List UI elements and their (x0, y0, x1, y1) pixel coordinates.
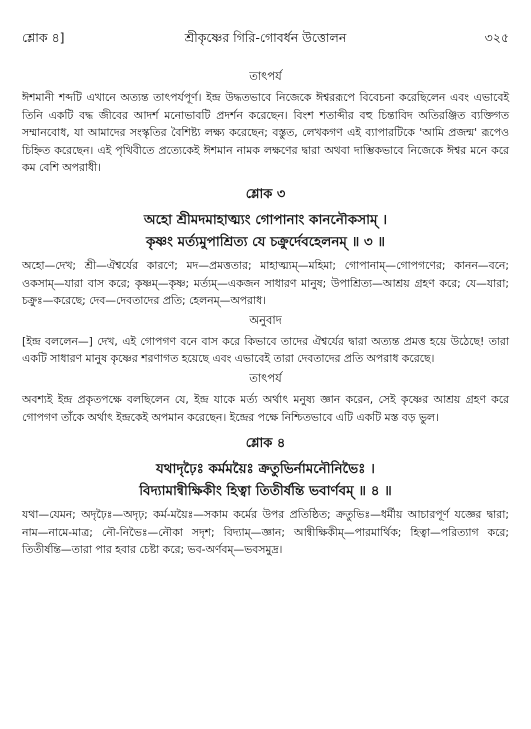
verse-4-line-2: বিদ্যামান্বীক্ষিকীং হিত্বা তিতীর্ষন্তি ভবার্ণবম্ ॥ ৪ ॥ (139, 483, 392, 500)
verse-3-heading: শ্লোক ৩ (245, 186, 286, 202)
verse-3-line-1: অহো শ্রীমদমাহাত্ম্যং গোপানাং কাননৌকসাম্ । (143, 211, 388, 228)
verse-3-translation: [ইন্দ্র বললেন—] দেখ, এই গোপগণ বনে বাস করে কিভাবে তাদের ঐশ্বর্যের দ্বারা অত্যন্ত প্রমত্ত হয়ে উঠেছে! তারা একটি সাধারণ মানুষ কৃষ্ণের শরণাগত হয়েছে এবং এভাবেই তারা দেবতাদের প্রতি অপরাধ করেছে। (22, 334, 509, 366)
verse-3-synonyms: অহো—দেখ; শ্রী—ঐশ্বর্যের কারণে; মদ—প্রমত্ততার; মাহাত্ম্যম্—মহিমা; গোপানাম্—গোপগণের; কানন—বনে; ওকসাম্—যারা বাস করে; কৃষ্ণম্—কৃষ্ণ; মর্ত্যম্—একজন সাধারণ মানুষ; উপাশ্রিত্য—আশ্রয় গ্রহণ করে; যে—যারা; চক্রুঃ—করেছে; দেব—দেবতাদের প্রতি; হেলনম্—অপরাধ। (22, 258, 509, 308)
running-header (22, 30, 509, 50)
verse-3-purport: অবশ্যই ইন্দ্র প্রকৃতপক্ষে বলছিলেন যে, ইন্দ্র যাকে মর্ত্য অর্থাৎ মনুষ্য জ্ঞান করেন, সেই কৃষ্ণের আশ্রয় গ্রহণ করে গোপগণ তাঁকে অর্থাৎ ইন্দ্রকেই অপমান করেছেন। ইন্দ্রের পক্ষে নিশ্চিতভাবে এটি একটি মস্ত বড় ভুল। (22, 392, 509, 424)
verse-3-purport-heading: তাৎপর্য (249, 370, 282, 385)
verse-3-translation-heading: অনুবাদ (249, 312, 282, 327)
page-body (22, 66, 509, 559)
verse-3-line-2: কৃষ্ণং মর্ত্যমুপাশ্রিত্য যে চক্রুর্দেবহেলনম্ ॥ ৩ ॥ (145, 233, 386, 250)
verse-4-heading: শ্লোক ৪ (245, 436, 286, 452)
header-verse-ref: শ্লোক ৪] (22, 30, 65, 45)
verse-4-synonyms: যথা—যেমন; অদৃঢ়ৈঃ—অদৃঢ়; কর্ম-ময়ৈঃ—সকাম কর্মের উপর প্রতিষ্ঠিত; ক্রতুভিঃ—ধর্মীয় আচারপূর্ণ যজ্ঞের দ্বারা; নাম—নামে-মাত্র; নৌ-নিভৈঃ—নৌকা সদৃশ; বিদ্যাম্—জ্ঞান; আন্বীক্ষিকীম্—পারমার্থিক; হিত্বা—পরিত্যাগ করে; তিতীর্ষন্তি—তারা পার হবার চেষ্টা করে; ভব-অর্ণবম্—ভবসমুদ্র। (22, 508, 509, 557)
purport-heading: তাৎপর্য (249, 69, 282, 83)
verse-4-line-1: যথাদৃঢ়ৈঃ কর্মময়ৈঃ ক্রতুভির্নামনৌনিভৈঃ । (156, 461, 375, 478)
header-page-number: ৩২৫ (484, 30, 509, 45)
header-chapter-title: শ্রীকৃষ্ণের গিরি-গোবর্ধন উত্তোলন (184, 30, 347, 45)
purport-text: ঈশমানী শব্দটি এখানে অত্যন্ত তাৎপর্যপূর্ণ। ইন্দ্র উদ্ধতভাবে নিজেকে ঈশ্বররূপে বিবেচনা করেছিলেন এবং এভাবেই তিনি একটি বদ্ধ জীবের আদর্শ মনোভাবটি প্রদর্শন করেছেন। বিংশ শতাব্দীর বহু চিন্তাবিদ অতিরঞ্জিত ব্যক্তিগত সম্মানবোধ, যা আমাদের সংস্কৃতির বৈশিষ্ট্য লক্ষ্য করেছেন; বস্তুত, লেখকগণ এই ব্যাপারটিকে 'আমি প্রজন্ম' রূপেও চিহ্নিত করেছেন। এই পৃথিবীতে প্রত্যেকেই ঈশমান নামক লক্ষণের দ্বারা অথবা দাম্ভিকভাবে নিজেকে ঈশ্বর মনে করে কম বেশি অপরাধী। (22, 91, 509, 175)
